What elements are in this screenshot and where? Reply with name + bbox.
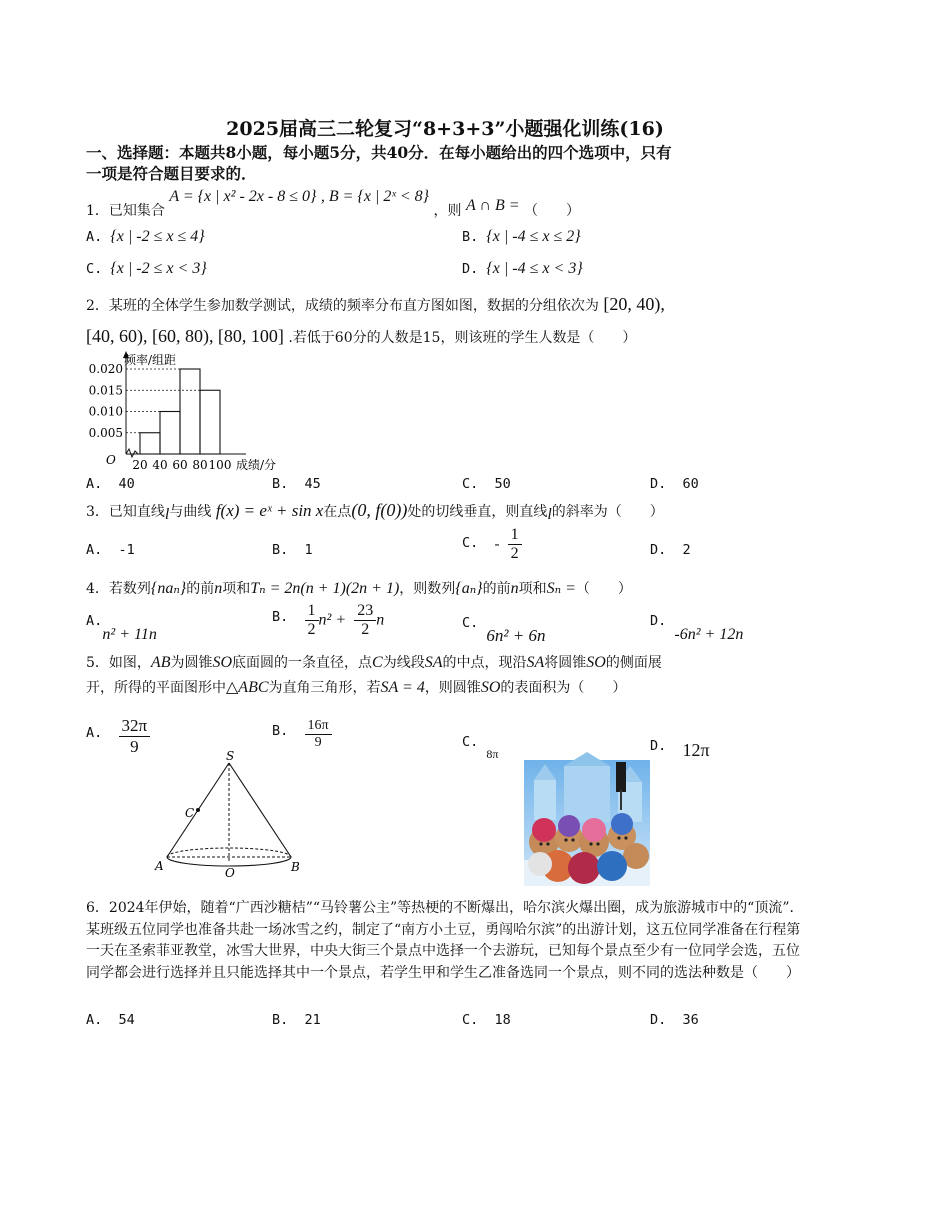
q3-option-c[interactable]: C. - $\frac{1}{2}$ bbox=[462, 526, 522, 563]
q1-set-a: A = {x | x² - 2x - 8 ≤ 0} bbox=[169, 188, 317, 205]
cone-figure bbox=[150, 750, 310, 880]
page-title: 2025届高三二轮复习“8+3+3”小题强化训练(16) bbox=[226, 118, 664, 140]
label-s: S bbox=[226, 749, 235, 763]
x-tick-100: 100 bbox=[208, 458, 232, 472]
histogram-bar-60-80 bbox=[180, 369, 200, 454]
histogram-x-label: 成绩/分 bbox=[236, 458, 277, 472]
q1-option-d[interactable]: D. {x | -4 ≤ x < 3} bbox=[462, 260, 583, 277]
label-c: C bbox=[185, 806, 195, 820]
q1-prefix: 1．已知集合 bbox=[86, 203, 165, 219]
section-heading-line1: 一、选择题：本题共8小题，每小题5分，共40分．在每小题给出的四个选项中，只有 bbox=[86, 143, 672, 162]
q2-option-d[interactable]: D. 60 bbox=[650, 476, 699, 492]
q5-stem-line1: 5．如图，AB为圆锥SO底面圆的一条直径，点C为线段SA的中点，现沿SA将圆锥SO的侧面展 bbox=[86, 654, 662, 671]
histogram-y-ticks bbox=[89, 362, 123, 440]
q4-tn: Tₙ = 2n(n + 1)(2n + 1) bbox=[250, 580, 400, 597]
q6-option-d[interactable]: D. 36 bbox=[650, 1012, 699, 1028]
axis-break bbox=[126, 449, 138, 457]
decorative-photo bbox=[524, 760, 650, 886]
q2-option-c[interactable]: C. 50 bbox=[462, 476, 511, 492]
q2-interval-2: [40, 60), bbox=[86, 326, 148, 346]
q6-stem: 6．2024年伊始，随着“广西沙糖桔”“马铃薯公主”等热梗的不断爆出，哈尔滨火爆出圈，成为旅游城市中的“顶流”．某班级五位同学也准备共赴一场冰雪之约，制定了“南方小土豆，勇闯哈尔滨”的出游计划，这五位同学准备在行程第一天在圣索菲亚教堂，冰雪大世界，中央大街三个景点中选择一个去游玩，已知每个景点至少有一位同学会选，五位同学都会进行选择并且只能选择其中一个景点，若学生甲和学生乙准备选同一个景点，则不同的选法种数是（ ） bbox=[86, 900, 804, 981]
q1-then: ，则 bbox=[433, 203, 462, 219]
histogram-bar-40-60 bbox=[160, 412, 180, 455]
x-tick-80: 80 bbox=[192, 458, 208, 472]
y-tick-0.020: 0.020 bbox=[88, 362, 123, 376]
q1-blank: （ ） bbox=[524, 203, 580, 219]
q6-option-b[interactable]: B. 21 bbox=[272, 1012, 321, 1028]
q3-point: (0, f(0)) bbox=[351, 500, 408, 520]
q5-stem-line2: 开，所得的平面图形中△ABC为直角三角形，若SA = 4，则圆锥SO的表面积为（ ） bbox=[86, 679, 627, 696]
point-c bbox=[196, 808, 200, 812]
x-tick-40: 40 bbox=[152, 458, 168, 472]
q4-stem: 4．若数列{naₙ}的前n项和Tₙ = 2n(n + 1)(2n + 1)，则数列{aₙ}的前n项和Sₙ =（ ） bbox=[86, 580, 632, 597]
q6-option-a[interactable]: A. 54 bbox=[86, 1012, 135, 1028]
q4-option-c[interactable]: C. 6n² + 6n bbox=[462, 615, 546, 645]
q2-interval-3: [60, 80), bbox=[151, 326, 214, 346]
q5-option-c[interactable]: C. 8π bbox=[462, 734, 499, 761]
q4-option-b[interactable]: B. $\frac{1}{2}$ n² + $\frac{23}{2}$ n bbox=[272, 602, 385, 638]
histogram-bar-20-40 bbox=[140, 433, 160, 454]
cone-edge-right bbox=[229, 763, 291, 857]
q3-option-a[interactable]: A. -1 bbox=[86, 542, 135, 558]
y-tick-0.005: 0.005 bbox=[88, 425, 123, 440]
label-a: A bbox=[155, 859, 164, 873]
q3-function: f(x) = eˣ + sin x bbox=[215, 501, 324, 520]
q5-option-d[interactable]: D. 12π bbox=[650, 738, 710, 760]
q2-stem-line2: [40, 60), [60, 80), [80, 100] .若低于60分的人数是15，则该班的学生人数是（ ） bbox=[86, 326, 637, 346]
label-o: O bbox=[225, 866, 235, 880]
q3-option-b[interactable]: B. 1 bbox=[272, 542, 313, 558]
frequency-histogram bbox=[88, 348, 300, 476]
q3-option-d[interactable]: D. 2 bbox=[650, 542, 691, 558]
q4-option-d[interactable]: D. -6n² + 12n bbox=[650, 613, 744, 643]
histogram-guide-lines bbox=[126, 369, 200, 433]
histogram-bar-80-100 bbox=[200, 390, 220, 454]
y-tick-0.015: 0.015 bbox=[88, 383, 123, 398]
x-tick-60: 60 bbox=[172, 458, 188, 472]
histogram-origin-label: O bbox=[106, 453, 116, 467]
winter-characters-image bbox=[524, 760, 650, 886]
y-tick-0.010: 0.010 bbox=[88, 404, 123, 419]
q2-interval-4: [80, 100] bbox=[217, 326, 284, 346]
q1-expr: A ∩ B = bbox=[465, 197, 520, 214]
label-b: B bbox=[291, 860, 300, 874]
q6-option-c[interactable]: C. 18 bbox=[462, 1012, 511, 1028]
histogram-y-label: 频率/组距 bbox=[124, 353, 177, 367]
q1-set-b: , B = {x | 2ˣ < 8} bbox=[320, 188, 430, 205]
q1-stem bbox=[86, 188, 580, 220]
q2-option-a[interactable]: A. 40 bbox=[86, 476, 135, 492]
q3-stem: 3．已知直线l与曲线 f(x) = eˣ + sin x在点(0, f(0))处的切线垂直，则直线l的斜率为（ ） bbox=[86, 500, 664, 523]
q1-option-a[interactable]: A. {x | -2 ≤ x ≤ 4} bbox=[86, 228, 205, 245]
q1-option-b[interactable]: B. {x | -4 ≤ x ≤ 2} bbox=[462, 228, 581, 245]
q4-option-a[interactable]: A. n² + 11n bbox=[86, 613, 157, 643]
q2-stem-line1: 2．某班的全体学生参加数学测试，成绩的频率分布直方图如图，数据的分组依次为 [20, 40), bbox=[86, 294, 665, 314]
q1-option-c[interactable]: C. {x | -2 ≤ x < 3} bbox=[86, 260, 207, 277]
q5-option-b[interactable]: B. $\frac{16\pi}{9}$ bbox=[272, 718, 332, 751]
histogram-x-ticks bbox=[132, 458, 231, 472]
x-tick-20: 20 bbox=[132, 458, 148, 472]
q2-option-b[interactable]: B. 45 bbox=[272, 476, 321, 492]
q5-option-a[interactable]: A. $\frac{32\pi}{9}$ bbox=[86, 716, 150, 757]
section-heading-line2: 一项是符合题目要求的． bbox=[86, 164, 257, 183]
q2-interval-1: [20, 40), bbox=[603, 294, 665, 314]
